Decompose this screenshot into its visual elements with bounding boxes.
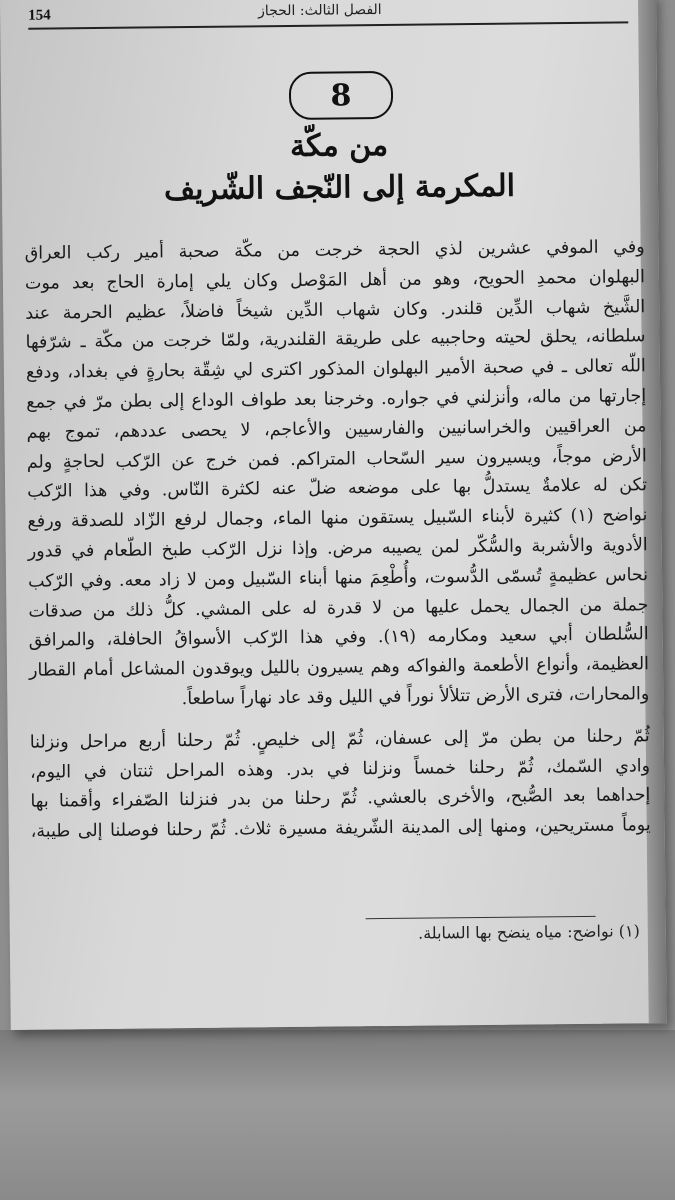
text-line: يوماً مستريحين، ومنها إلى المدينة الشّريفة مسيرة ثلاث. ثُمّ رحلنا فوصلنا إلى طيبة، (30, 815, 651, 842)
page-number: 154 (28, 7, 51, 24)
body-text (25, 233, 651, 847)
text-line: وفي الموفي عشرين لذي الحجة خرجت من مكّة صحبة أمير ركب العراق (24, 237, 645, 264)
running-head: الفصل الثالث: الحجاز (258, 2, 382, 20)
text-line: السُّلطان أبي سعيد ومكارمه (١٩). وفي هذا الرّكب الأسواقُ الحافلة، والمرافق (28, 624, 649, 652)
text-line: تكن له علامةٌ يستدلُّ بها على موضعه ضلّ عنه لكثرة النّاس. وفي هذا الرّكب (27, 475, 648, 503)
chapter-title-line2: المكرمة إلى النّجف الشّريف (163, 168, 516, 208)
text-line: نواضح (١) كثيرة لأبناء السّبيل يستقون منها الماء، وجمال لرفع الزّاد للصدقة ورفع (27, 505, 648, 532)
text-line: والمحارات، فترى الأرض تتلألأ نوراً في الليل وقد عاد نهاراً ساطعاً. (181, 684, 650, 710)
chapter-number-badge: 8 (289, 71, 393, 120)
table-surface (0, 1030, 675, 1200)
text-line: العظيمة، وأنواع الأطعمة والفواكه وهم يسيرون بالليل ويوقدون المشاعل أمام القطار (28, 654, 650, 681)
text-line: اللّه تعالى ـ في صحبة الأمير البهلوان المذكور اكترى لي شِقّة بحارةٍ في بغداد، ودفع (25, 356, 646, 383)
text-line: الشَّيخ شهاب الدِّين قلندر. وكان شهاب الدِّين شيخاً فاضلاً، عظيم الحرمة عند (25, 296, 646, 324)
text-line: الأدوية والأشربة والسُّكّر لمن يصيبه مرض. وإذا نزل الرّكب طبخ الطّعام في قدور (27, 535, 648, 562)
text-line: ثُمّ رحلنا من بطن مرّ إلى عسفان، ثُمّ إلى خليصٍ. ثُمّ رحلنا أربع مراحل ونزلنا (29, 725, 650, 753)
chapter-title-line1: من مكّة (289, 127, 389, 164)
page-header (28, 0, 628, 30)
text-line: إجارتها من ماله، وأنزلني في جواره. وخرجنا بعد طواف الوداع إلى بطن مرّ في جمع (26, 386, 647, 413)
text-line: من العراقيين والخراسانيين والفارسيين والأعاجم، لا يحصى عددهم، تموج بهم (26, 416, 647, 443)
text-line: جملة من الجمال يحمل عليها من لا قدرة له على المشي. كلُّ ذلك من صدقات (28, 594, 649, 622)
text-line: سلطانه، يحلق لحيته وحاجبيه على طريقة القلندرية، ولمّا خرجت من مكّة ـ شرّفها (25, 326, 646, 354)
footnote-rule (366, 916, 596, 919)
text-line: وادي السّمك، ثُمّ رحلنا خمساً ونزلنا في بدر. وهذه المراحل ثنتان في اليوم، (29, 755, 651, 783)
text-line: البهلوان محمدِ الحويح، وهو من أهل المَوْصل وكان يلي إمارة الحاج بعد موت (24, 267, 646, 294)
footnote: (١) نواضح: مياه ينضح بها السابلة. (417, 921, 640, 943)
text-line: إحداهما بعد الصُّبح، والأخرى بالعشي. ثُمّ رحلنا من بدر فنزلنا الصّفراء وأقمنا بها (30, 785, 651, 813)
text-line: نحاس عظيمةٍ تُسمّى الدُّسوت، وأُطْعِمَ منها أبناء السّبيل ومن لا زاد معه. وفي الرّكب (27, 565, 649, 592)
text-line: الأرض موجاً، ويسيرون سير السّحاب المتراكم. فمن خرج عن الرّكب لحاجةٍ ولم (26, 445, 647, 473)
